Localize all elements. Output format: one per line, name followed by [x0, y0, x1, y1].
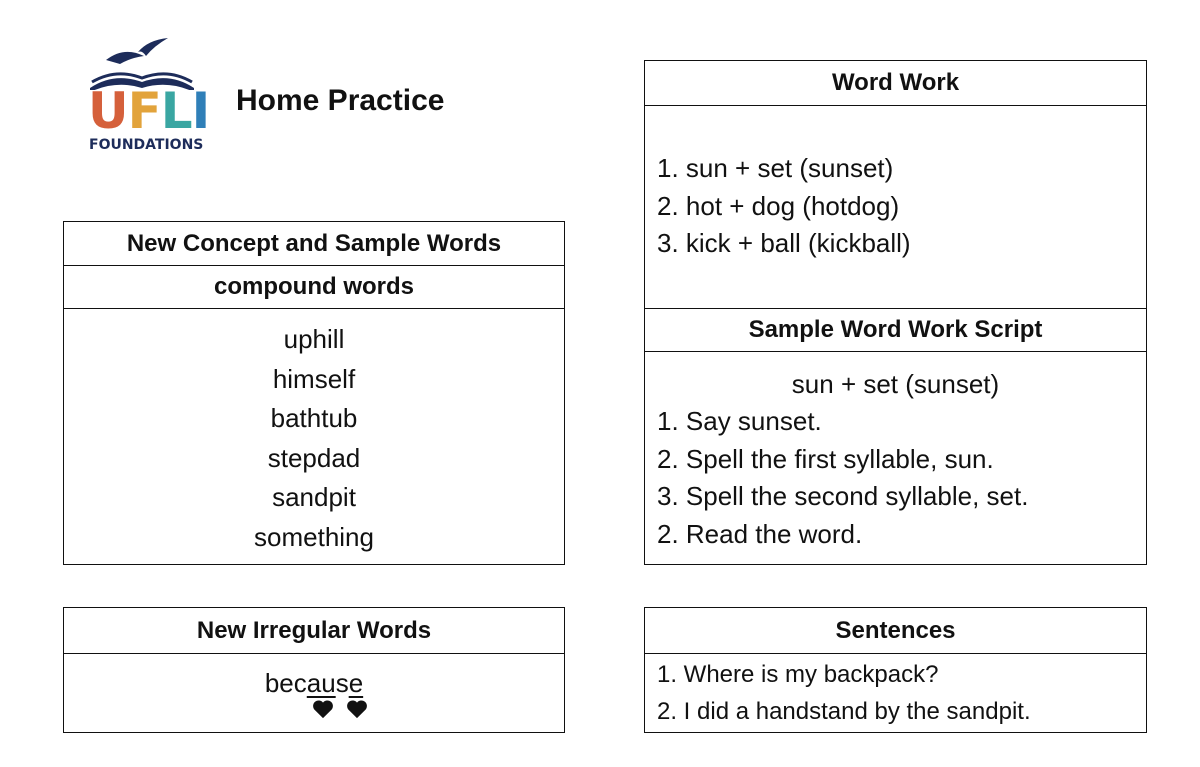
heart-marks — [312, 698, 382, 724]
concept-subheader: compound words — [64, 266, 564, 309]
concept-header: New Concept and Sample Words — [64, 222, 564, 266]
list-item: 2. hot + dog (hotdog) — [657, 190, 900, 221]
sentences-list — [645, 654, 1146, 730]
logo-wordmark — [88, 82, 210, 140]
logo-letter-i: I — [191, 82, 210, 140]
heart-icon — [346, 698, 368, 720]
script-steps — [645, 403, 1146, 553]
irregular-word-part: bec — [264, 668, 307, 698]
logo-letter-l: L — [160, 82, 192, 140]
ufli-logo — [86, 38, 210, 158]
logo-letter-u: U — [88, 82, 128, 140]
word-work-list — [645, 106, 1146, 308]
list-item: something — [254, 521, 374, 552]
irregular-word-tricky-part: au — [306, 668, 336, 698]
list-item: sandpit — [272, 482, 356, 512]
word-work-header: Word Work — [645, 61, 1146, 106]
page-title: Home Practice — [236, 84, 445, 117]
irregular-word — [64, 668, 564, 698]
sentences-header: Sentences — [645, 608, 1146, 654]
irregular-box — [63, 607, 565, 733]
irregular-word-part: s — [335, 668, 349, 698]
sentences-box — [644, 607, 1147, 733]
list-item: 1. Where is my backpack? — [657, 661, 939, 688]
concept-word-list — [64, 309, 564, 557]
list-item: himself — [272, 363, 356, 394]
logo-subtitle: FOUNDATIONS — [89, 137, 204, 153]
list-item: 3. Spell the second syllable, set. — [657, 481, 1029, 511]
list-item: 1. sun + set (sunset) — [657, 153, 894, 183]
list-item: 3. kick + ball (kickball) — [657, 228, 911, 258]
word-work-box — [644, 60, 1147, 565]
list-item: 2. Spell the first syllable, sun. — [657, 443, 994, 474]
logo-letter-f: F — [127, 82, 161, 140]
script-header: Sample Word Work Script — [645, 308, 1146, 352]
irregular-word-tricky-part: e — [348, 668, 364, 698]
script-body — [645, 352, 1146, 553]
list-item: 2. I did a handstand by the sandpit. — [657, 698, 1031, 725]
list-item: uphill — [283, 324, 345, 354]
list-item: 1. Say sunset. — [657, 406, 822, 436]
list-item: stepdad — [267, 442, 361, 473]
list-item: 2. Read the word. — [657, 518, 863, 549]
concept-box — [63, 221, 565, 565]
list-item: bathtub — [270, 403, 358, 433]
script-example: sun + set (sunset) — [791, 369, 1000, 399]
irregular-header: New Irregular Words — [64, 608, 564, 654]
heart-icon — [312, 698, 334, 720]
